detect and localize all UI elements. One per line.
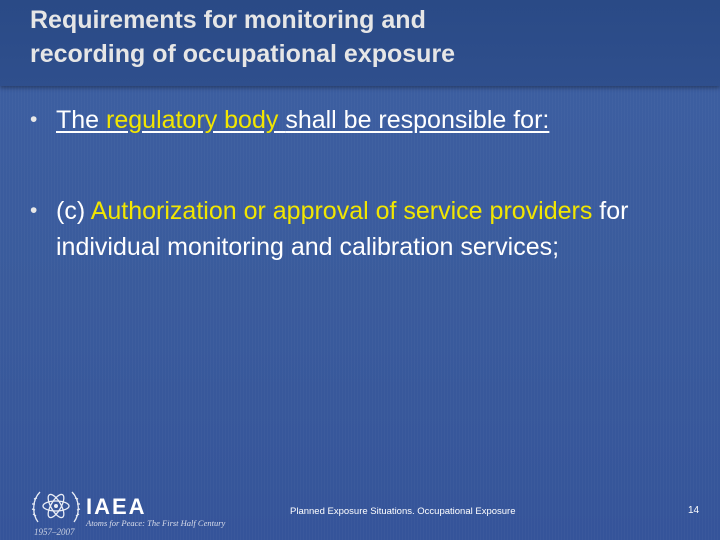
bullet-text-1-post: shall be responsible for: <box>285 106 550 134</box>
iaea-emblem-icon <box>30 486 82 528</box>
title-bar <box>0 0 720 86</box>
slide-title <box>30 3 690 71</box>
bullet-text-1-pre: The <box>56 106 107 134</box>
bullet-text-2-highlight: Authorization or approval of service providers <box>90 197 593 225</box>
bullet-text-2-pre: (c) <box>56 197 91 225</box>
logo-years: 1957–2007 <box>34 527 75 537</box>
bullet-item-2 <box>30 193 630 265</box>
bullet-marker: • <box>30 108 38 131</box>
bullet-text-2-post: for individual monitoring and calibration services; <box>56 197 629 261</box>
bullet-item-1 <box>30 102 700 138</box>
iaea-logo <box>30 486 226 537</box>
logo-tagline: Atoms for Peace: The First Half Century <box>86 518 226 528</box>
logo-text: IAEA <box>86 494 147 519</box>
bullet-text-1 <box>30 102 700 138</box>
slide-title-line-2: recording of occupational exposure <box>30 40 456 68</box>
slide-title-line-1: Requirements for monitoring and <box>30 6 426 34</box>
footer-slide-title: Planned Exposure Situations. Occupational Exposure <box>290 506 516 517</box>
bullet-text-2 <box>30 193 630 265</box>
page-number: 14 <box>688 505 700 516</box>
bullet-marker: • <box>30 199 38 222</box>
bullet-text-1-highlight: regulatory body <box>106 106 286 134</box>
